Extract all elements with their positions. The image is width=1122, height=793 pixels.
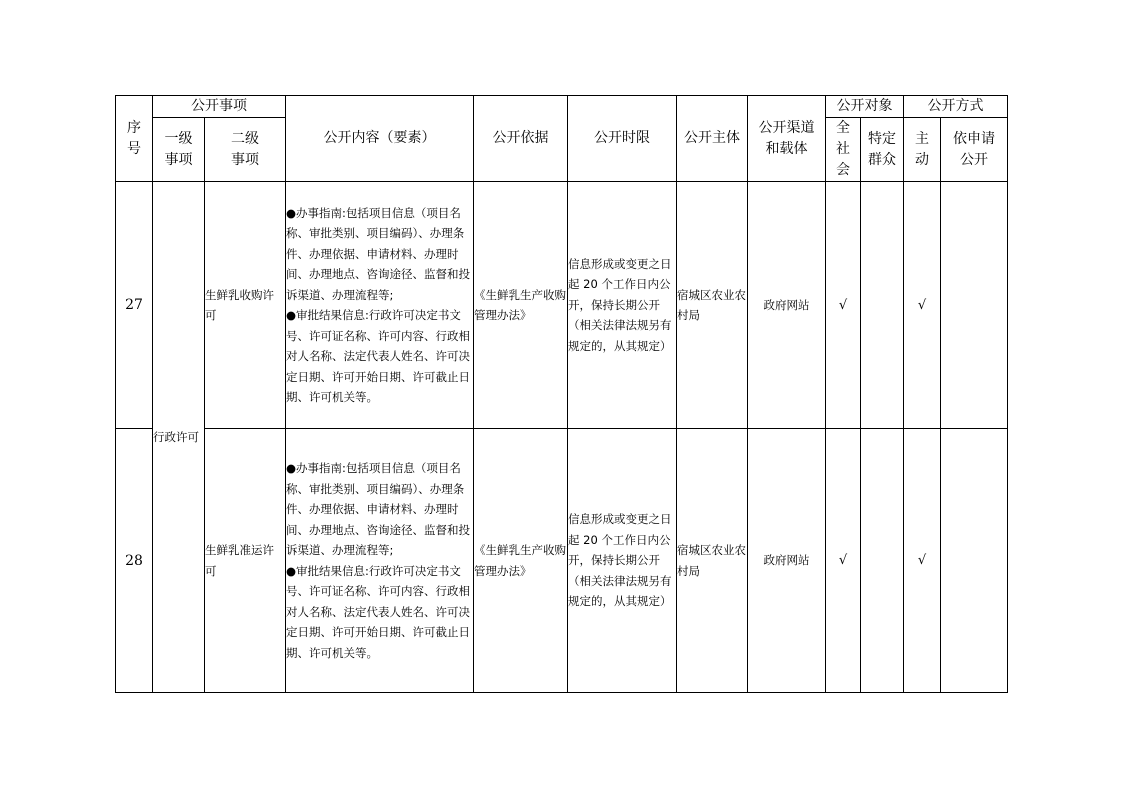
row-method-active: √ <box>904 429 941 693</box>
header-method-active: 主 动 <box>904 118 941 182</box>
row-basis: 《生鲜乳生产收购管理办法》 <box>474 429 568 693</box>
row-target-specific <box>861 182 904 429</box>
row-method-active: √ <box>904 182 941 429</box>
bullet-icon: ● <box>286 563 297 578</box>
row-time-limit: 信息形成或变更之日起 20 个工作日内公开，保持长期公开（相关法律法规另有规定的，从其规定） <box>568 429 677 693</box>
table-row <box>116 429 1008 693</box>
content-item: ●办事指南:包括项目信息（项目名称、审批类别、项目编码）、办理条件、办理依据、申请材料、办理时间、办理地点、咨询途径、监督和投诉渠道、办理流程等; <box>286 458 473 561</box>
content-item: ●审批结果信息:行政许可决定书文号、许可证名称、许可内容、行政相对人名称、法定代表人姓名、许可决定日期、许可开始日期、许可截止日期、许可机关等。 <box>286 561 473 664</box>
row-time-limit: 信息形成或变更之日起 20 个工作日内公开，保持长期公开（相关法律法规另有规定的，从其规定） <box>568 182 677 429</box>
row-level1: 行政许可 <box>153 182 205 693</box>
row-subject: 宿城区农业农村局 <box>677 182 748 429</box>
row-seq: 28 <box>116 429 153 693</box>
header-seq: 序 号 <box>116 96 153 182</box>
content-item: ●审批结果信息:行政许可决定书文号、许可证名称、许可内容、行政相对人名称、法定代表人姓名、许可决定日期、许可开始日期、许可截止日期、许可机关等。 <box>286 305 473 408</box>
bullet-icon: ● <box>286 461 297 475</box>
row-seq: 27 <box>116 182 153 429</box>
row-channel: 政府网站 <box>748 182 826 429</box>
bullet-icon: ● <box>286 308 297 322</box>
row-basis: 《生鲜乳生产收购管理办法》 <box>474 182 568 429</box>
row-content <box>286 429 474 693</box>
header-basis: 公开依据 <box>474 96 568 182</box>
header-subject: 公开主体 <box>677 96 748 182</box>
row-content <box>286 182 474 429</box>
row-target-specific <box>861 429 904 693</box>
header-method-apply: 依申请 公开 <box>941 118 1008 182</box>
header-time-limit: 公开时限 <box>568 96 677 182</box>
header-content: 公开内容（要素） <box>286 96 474 182</box>
header-target-all: 全 社 会 <box>826 118 861 182</box>
header-group-items: 公开事项 <box>153 96 286 118</box>
row-target-all: √ <box>826 429 861 693</box>
row-channel: 政府网站 <box>748 429 826 693</box>
row-target-all: √ <box>826 182 861 429</box>
header-group-target: 公开对象 <box>826 96 904 118</box>
row-method-apply <box>941 429 1008 693</box>
header-group-method: 公开方式 <box>904 96 1008 118</box>
row-method-apply <box>941 182 1008 429</box>
row-level2: 生鲜乳准运许可 <box>205 429 286 693</box>
row-level2: 生鲜乳收购许可 <box>205 182 286 429</box>
header-channel: 公开渠道 和载体 <box>748 96 826 182</box>
disclosure-table <box>115 95 1008 693</box>
row-subject: 宿城区农业农村局 <box>677 429 748 693</box>
header-level2: 二级 事项 <box>205 118 286 182</box>
content-item: ●办事指南:包括项目信息（项目名称、审批类别、项目编码）、办理条件、办理依据、申请材料、办理时间、办理地点、咨询途径、监督和投诉渠道、办理流程等; <box>286 203 473 306</box>
header-level1: 一级 事项 <box>153 118 205 182</box>
bullet-icon: ● <box>286 205 297 220</box>
table-row <box>116 182 1008 429</box>
header-target-specific: 特定 群众 <box>861 118 904 182</box>
